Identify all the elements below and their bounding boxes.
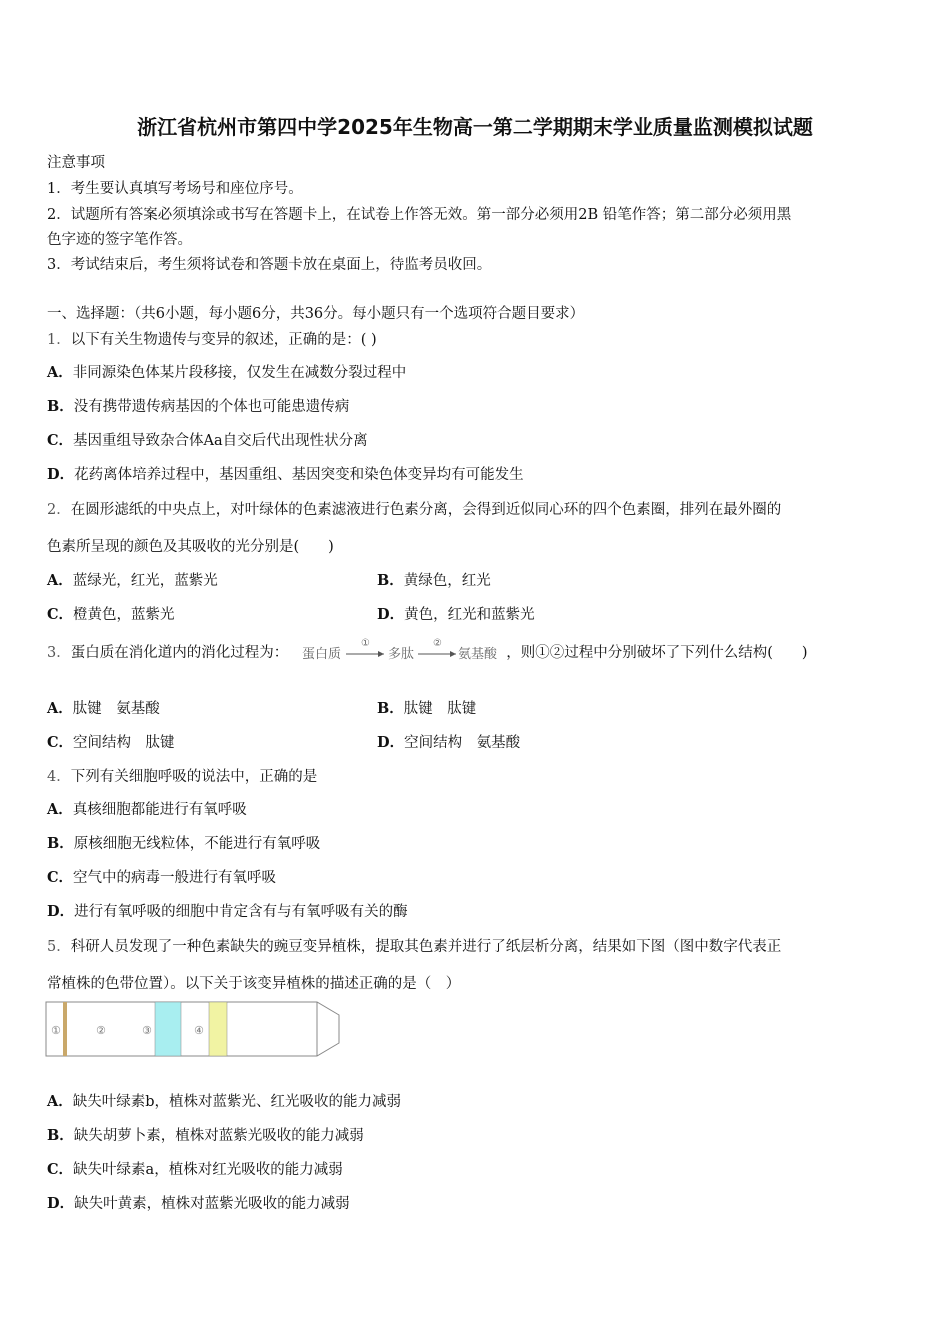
notice-item: 2．试题所有答案必须填涂或书写在答题卡上，在试卷上作答无效。第一部分必须用2B 铅笔作答；第二部分必须用黑	[47, 207, 792, 223]
band-label-1: ①	[51, 1024, 61, 1037]
question-5-option-c[interactable]	[47, 1158, 343, 1179]
question-2-option-b[interactable]	[377, 569, 491, 590]
option-text: 缺失叶黄素，植株对蓝紫光吸收的能力减弱	[74, 1196, 350, 1212]
question-text-after: ，则①②过程中分别破坏了下列什么结构( )	[506, 645, 808, 661]
question-2-stem	[47, 498, 781, 519]
option-text: 空间结构 氨基酸	[404, 735, 521, 751]
option-text: 肽键 氨基酸	[72, 701, 160, 717]
question-number: 5．	[47, 939, 71, 955]
diagram-step1-label: ①	[361, 638, 371, 649]
question-1-stem	[47, 328, 377, 349]
band-4	[209, 1002, 227, 1056]
band-1	[63, 1002, 67, 1056]
option-letter: C．	[47, 869, 74, 886]
option-letter: D．	[47, 466, 75, 483]
question-3-stem	[47, 634, 808, 672]
option-letter: B．	[47, 398, 74, 415]
diagram-middle-label: 多肽	[388, 647, 415, 662]
diagram-start-label: 蛋白质	[302, 647, 342, 662]
question-text: 在圆形滤纸的中央点上，对叶绿体的色素滤液进行色素分离，会得到近似同心环的四个色素圈，排列在最外圈的	[70, 502, 782, 518]
question-3-option-b[interactable]	[377, 697, 476, 718]
question-5-option-d[interactable]	[47, 1192, 350, 1213]
option-text: 缺失叶绿素a，植株对红光吸收的能力减弱	[73, 1162, 343, 1178]
option-letter: C．	[47, 734, 74, 751]
question-4-option-c[interactable]	[47, 866, 276, 887]
option-text: 基因重组导致杂合体Aa自交后代出现性状分离	[73, 433, 368, 449]
question-5-stem-cont: 常植株的色带位置）。以下关于该变异植株的描述正确的是（ ）	[47, 976, 461, 992]
paper-strip-outline	[46, 1002, 339, 1056]
question-2-option-c[interactable]	[47, 603, 175, 624]
question-text: 科研人员发现了一种色素缺失的豌豆变异植株，提取其色素并进行了纸层析分离，结果如下图（图中数字代表正	[70, 939, 782, 955]
question-1-option-b[interactable]	[47, 395, 349, 416]
question-4-option-b[interactable]	[47, 832, 320, 853]
question-1-option-c[interactable]	[47, 429, 368, 450]
chromatography-strip-svg	[45, 1001, 345, 1057]
option-letter: A．	[47, 1093, 73, 1110]
band-label-3: ③	[142, 1024, 152, 1037]
option-letter: A．	[47, 364, 73, 381]
notice-item: 3．考试结束后，考生须将试卷和答题卡放在桌面上，待监考员收回。	[47, 257, 492, 273]
question-5-option-a[interactable]	[47, 1090, 401, 1111]
diagram-arrowhead-2	[450, 651, 456, 657]
question-number: 4．	[47, 769, 71, 785]
option-letter: A．	[47, 700, 73, 717]
option-text: 花药离体培养过程中，基因重组、基因突变和染色体变异均有可能发生	[74, 467, 524, 483]
option-text: 缺失胡萝卜素，植株对蓝紫光吸收的能力减弱	[73, 1128, 364, 1144]
question-4-option-a[interactable]	[47, 798, 247, 819]
band-label-2: ②	[96, 1024, 106, 1037]
question-5-stem	[47, 935, 781, 956]
notice-heading: 注意事项	[47, 155, 105, 171]
question-text: 以下有关生物遗传与变异的叙述，正确的是：( )	[70, 332, 377, 348]
diagram-arrowhead-1	[378, 651, 384, 657]
question-4-option-d[interactable]	[47, 900, 408, 921]
option-text: 蓝绿光，红光，蓝紫光	[72, 573, 218, 589]
question-4-stem	[47, 765, 317, 786]
band-3	[155, 1002, 181, 1056]
option-text: 原核细胞无线粒体，不能进行有氧呼吸	[73, 836, 321, 852]
option-letter: C．	[47, 606, 74, 623]
option-text: 非同源染色体某片段移接，仅发生在减数分裂过程中	[72, 365, 407, 381]
option-text: 空气中的病毒一般进行有氧呼吸	[73, 870, 277, 886]
question-3-option-a[interactable]	[47, 697, 160, 718]
chromatography-strip	[45, 1001, 345, 1061]
option-letter: B．	[377, 700, 404, 717]
option-letter: C．	[47, 432, 74, 449]
option-text: 橙黄色，蓝紫光	[73, 607, 175, 623]
option-text: 黄色，红光和蓝紫光	[404, 607, 535, 623]
option-letter: A．	[47, 572, 73, 589]
question-number: 2．	[47, 502, 71, 518]
option-letter: B．	[47, 835, 74, 852]
notice-item: 1．考生要认真填写考场号和座位序号。	[47, 181, 303, 197]
digestion-diagram-svg	[300, 634, 500, 668]
question-2-option-a[interactable]	[47, 569, 218, 590]
option-letter: D．	[377, 606, 405, 623]
page-title: 浙江省杭州市第四中学2025年生物高一第二学期期末学业质量监测模拟试题	[137, 115, 813, 139]
question-2-option-d[interactable]	[377, 603, 535, 624]
question-number: 3．	[47, 645, 71, 661]
question-text: 下列有关细胞呼吸的说法中，正确的是	[70, 769, 318, 785]
option-letter: D．	[47, 903, 75, 920]
notice-item: 色字迹的签字笔作答。	[47, 232, 192, 248]
digestion-process-diagram	[300, 634, 500, 672]
question-3-option-d[interactable]	[377, 731, 520, 752]
band-label-4: ④	[194, 1024, 204, 1037]
option-text: 缺失叶绿素b，植株对蓝紫光、红光吸收的能力减弱	[72, 1094, 402, 1110]
option-letter: D．	[377, 734, 405, 751]
question-number: 1．	[47, 332, 71, 348]
question-5-option-b[interactable]	[47, 1124, 364, 1145]
option-text: 空间结构 肽键	[73, 735, 175, 751]
option-text: 真核细胞都能进行有氧呼吸	[72, 802, 247, 818]
section-heading: 一、选择题：（共6小题，每小题6分，共36分。每小题只有一个选项符合题目要求）	[47, 306, 585, 322]
question-3-option-c[interactable]	[47, 731, 175, 752]
option-letter: B．	[377, 572, 404, 589]
option-text: 没有携带遗传病基因的个体也可能患遗传病	[73, 399, 350, 415]
option-letter: C．	[47, 1161, 74, 1178]
question-2-stem-cont: 色素所呈现的颜色及其吸收的光分别是( )	[47, 539, 334, 555]
question-1-option-d[interactable]	[47, 463, 524, 484]
diagram-end-label: 氨基酸	[458, 647, 498, 662]
option-text: 肽键 肽键	[403, 701, 477, 717]
option-letter: D．	[47, 1195, 75, 1212]
question-text: 蛋白质在消化道内的消化过程为：	[70, 645, 289, 661]
diagram-step2-label: ②	[433, 638, 443, 649]
option-letter: B．	[47, 1127, 74, 1144]
option-text: 进行有氧呼吸的细胞中肯定含有与有氧呼吸有关的酶	[74, 904, 408, 920]
option-letter: A．	[47, 801, 73, 818]
question-1-option-a[interactable]	[47, 361, 406, 382]
option-text: 黄绿色，红光	[403, 573, 491, 589]
